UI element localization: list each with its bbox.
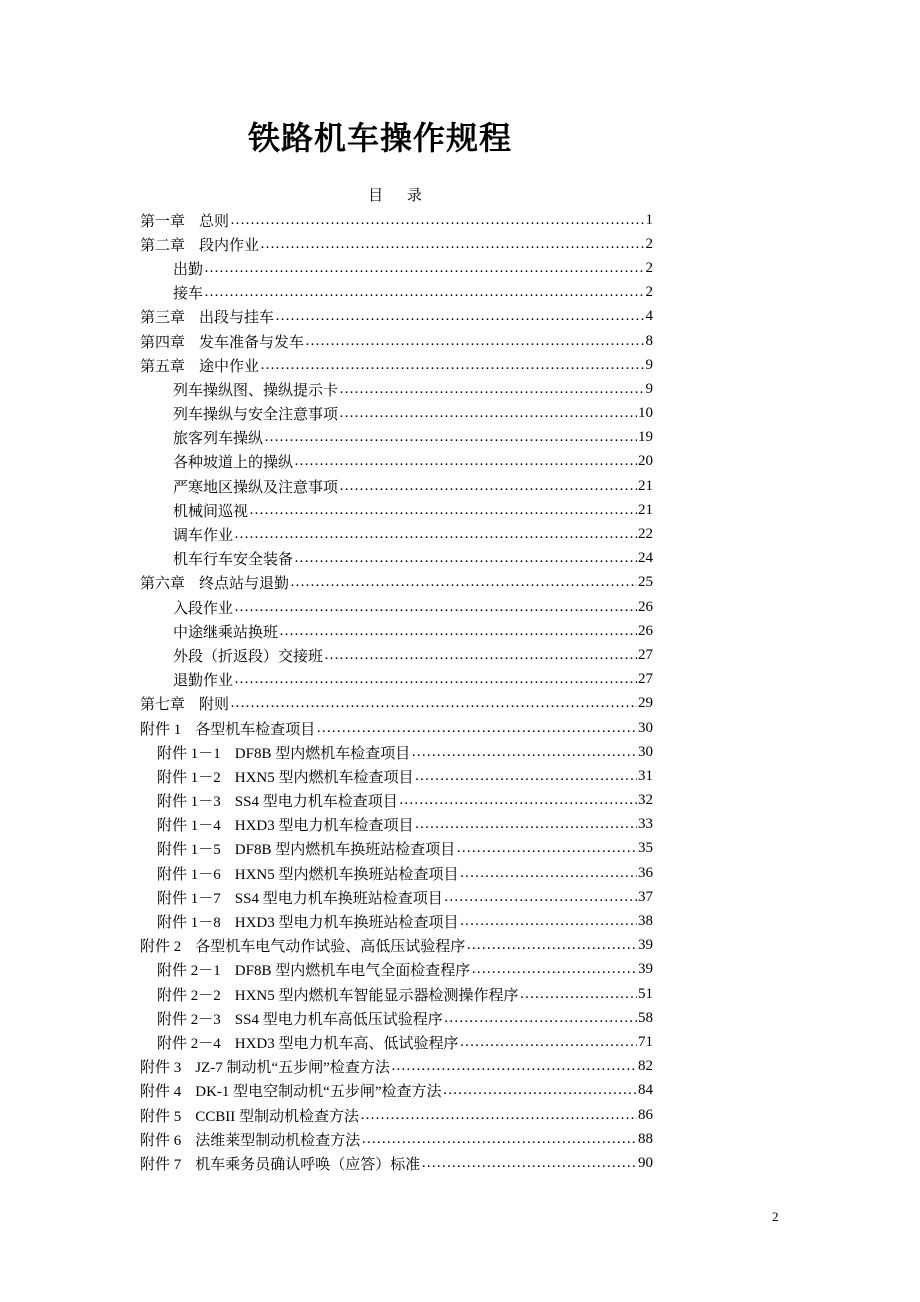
toc-entry-label [157,887,443,908]
toc-entry-page: 19 [638,429,653,446]
toc-entry-title: 总则 [199,213,230,230]
toc-entry-title: HXN5 型内燃机车换班站检查项目 [234,866,459,883]
toc-entry-number: 附件 2 [140,939,182,956]
toc-entry-label [140,306,274,327]
toc-entry-number: 附件 1 [140,721,182,738]
toc-entry-label [157,863,459,884]
toc-entry-title: 出段与挂车 [199,310,275,327]
toc-entry [140,232,653,256]
toc-entry-title: JZ-7 制动机“五步闸”检查方法 [195,1060,390,1077]
toc-entry-page: 31 [638,767,653,784]
toc-entry [140,1006,653,1030]
toc-entry-title: 各种坡道上的操纵 [173,455,294,472]
toc-entry-title: 接车 [173,286,204,303]
toc-entry-label [140,331,304,352]
toc-entry-page: 33 [638,816,653,833]
toc-entry-number: 附件 2－1 [157,963,221,980]
toc-dot-leader [339,478,637,495]
toc-entry-number: 第六章 [140,576,186,593]
toc-entry-number: 附件 1－6 [157,866,221,883]
toc-entry-page: 26 [638,622,653,639]
toc-entry-page: 32 [638,792,653,809]
toc-dot-leader [460,865,637,882]
toc-entry [140,1127,653,1151]
toc-entry-page: 27 [638,671,653,688]
toc-entry [140,426,653,450]
toc-dot-leader [249,502,637,519]
toc-dot-leader [360,1107,637,1124]
toc-entry-label [173,476,338,497]
toc-entry-number: 附件 1－5 [157,842,221,859]
toc-entry-label [157,742,410,763]
toc-entry-label [173,597,233,618]
toc-dot-leader [466,937,637,954]
toc-entry-title: 列车操纵与安全注意事项 [173,407,339,424]
toc-entry-number: 附件 1－3 [157,794,221,811]
toc-entry-title: 途中作业 [199,358,260,375]
toc-entry-page: 8 [645,332,653,349]
toc-entry-title: 中途继乘站换班 [173,624,279,641]
toc-entry-page: 4 [645,308,653,325]
toc-entry-label [140,693,229,714]
toc-entry [140,1103,653,1127]
toc-dot-leader [444,1010,637,1027]
toc-entry-label [157,766,414,787]
toc-entry-label [157,790,398,811]
toc-entry [140,595,653,619]
toc-entry-label [157,1008,443,1029]
toc-dot-leader [444,889,637,906]
toc-entry [140,740,653,764]
toc-entry-title: 出勤 [173,261,204,278]
toc-entry-page: 39 [638,961,653,978]
toc-entry-page: 35 [638,840,653,857]
toc-entry-page: 2 [645,235,653,252]
toc-dot-leader [204,260,644,277]
toc-entry-label [140,718,315,739]
document-title: 铁路机车操作规程 [247,119,512,157]
toc-entry [140,909,653,933]
toc-entry-page: 86 [638,1106,653,1123]
toc-dot-leader [324,647,637,664]
toc-entry-label [140,1105,359,1126]
toc-entry-title: 退勤作业 [173,673,234,690]
toc-entry-title: 外段（折返段）交接班 [173,648,324,665]
toc-entry-page: 84 [638,1082,653,1099]
toc-dot-leader [443,1082,638,1099]
toc-entry-page: 36 [638,864,653,881]
toc-entry-page: 58 [638,1009,653,1026]
toc-entry-title: 机车乘务员确认呼唤（应答）标准 [195,1156,421,1173]
toc-entry-page: 82 [638,1058,653,1075]
toc-entry-page: 30 [638,743,653,760]
toc-entry-title: HXN5 型内燃机车检查项目 [234,769,414,786]
toc-entry-title: 各型机车电气动作试验、高低压试验程序 [195,939,466,956]
table-of-contents [140,208,653,1176]
toc-entry-label [173,258,203,279]
toc-entry-label [157,911,459,932]
toc-entry-number: 附件 3 [140,1060,182,1077]
toc-entry [140,619,653,643]
toc-entry-label [157,814,414,835]
toc-entry-title: 附则 [199,697,230,714]
toc-entry [140,353,653,377]
toc-entry-page: 71 [638,1033,653,1050]
toc-entry-title: SS4 型电力机车换班站检查项目 [234,890,443,907]
toc-dot-leader [460,1034,637,1051]
toc-dot-leader [361,1131,637,1148]
toc-entry-number: 附件 6 [140,1132,182,1149]
toc-entry [140,958,653,982]
toc-entry-number: 第四章 [140,334,186,351]
toc-entry [140,837,653,861]
toc-entry [140,934,653,958]
toc-dot-leader [399,792,637,809]
toc-entry-page: 27 [638,646,653,663]
toc-entry [140,571,653,595]
toc-entry-page: 37 [638,888,653,905]
toc-entry-number: 第五章 [140,358,186,375]
toc-entry-page: 51 [638,985,653,1002]
toc-entry-label [173,500,248,521]
toc-entry-title: 调车作业 [173,528,234,545]
toc-entry-title: HXN5 型内燃机车智能显示器检测操作程序 [234,987,519,1004]
toc-entry-label [140,210,229,231]
toc-entry-page: 25 [638,574,653,591]
toc-dot-leader [316,720,637,737]
toc-entry-label [173,403,338,424]
toc-dot-leader [260,357,644,374]
toc-dot-leader [391,1058,637,1075]
toc-entry-number: 附件 1－7 [157,890,221,907]
toc-entry [140,668,653,692]
toc-entry [140,643,653,667]
toc-entry-page: 21 [638,501,653,518]
toc-entry-title: 机械间巡视 [173,503,249,520]
toc-entry-page: 90 [638,1154,653,1171]
toc-entry [140,281,653,305]
toc-entry [140,885,653,909]
toc-entry-label [173,524,233,545]
toc-entry-page: 2 [645,284,653,301]
toc-entry-label [140,1129,360,1150]
toc-entry-number: 第三章 [140,310,186,327]
toc-entry [140,522,653,546]
toc-dot-leader [290,574,637,591]
toc-entry-number: 附件 2－2 [157,987,221,1004]
page-number: 2 [772,1209,779,1224]
toc-entry [140,764,653,788]
toc-entry-title: HXD3 型电力机车高、低试验程序 [234,1035,459,1052]
toc-entry-number: 第二章 [140,237,186,254]
toc-entry-number: 附件 2－4 [157,1035,221,1052]
toc-entry-page: 26 [638,598,653,615]
toc-dot-leader [520,986,637,1003]
toc-entry-title: 严寒地区操纵及注意事项 [173,479,339,496]
toc-entry [140,547,653,571]
toc-entry-title: 列车操纵图、操纵提示卡 [173,382,339,399]
toc-dot-leader [339,381,644,398]
toc-entry [140,1079,653,1103]
toc-entry-label [140,1080,442,1101]
toc-dot-leader [234,671,637,688]
toc-entry-title: CCBII 型制动机检查方法 [195,1108,360,1125]
toc-entry [140,861,653,885]
toc-entry-number: 附件 1－4 [157,818,221,835]
toc-entry-title: DF8B 型内燃机车电气全面检查程序 [234,963,471,980]
toc-dot-leader [456,840,637,857]
toc-dot-leader [294,550,637,567]
toc-entry-label [140,1153,420,1174]
toc-entry-number: 第七章 [140,697,186,714]
toc-entry [140,329,653,353]
toc-entry-title: 机车行车安全装备 [173,552,294,569]
toc-entry-page: 1 [645,211,653,228]
toc-entry-number: 附件 4 [140,1084,182,1101]
toc-entry [140,474,653,498]
toc-entry-label [157,959,470,980]
toc-entry-title: 入段作业 [173,600,234,617]
toc-entry-label [173,621,278,642]
toc-entry-title: HXD3 型电力机车换班站检查项目 [234,915,459,932]
toc-dot-leader [264,429,637,446]
toc-entry-page: 2 [645,259,653,276]
toc-entry-label [157,984,519,1005]
toc-entry [140,1055,653,1079]
toc-entry-number: 附件 1－8 [157,915,221,932]
toc-dot-leader [230,695,637,712]
toc-entry-title: 终点站与退勤 [199,576,290,593]
toc-entry-number: 附件 7 [140,1156,182,1173]
toc-heading: 目 录 [368,188,432,204]
toc-entry-title: 各型机车检查项目 [195,721,316,738]
toc-entry-title: DK-1 型电空制动机“五步闸”检查方法 [195,1084,442,1101]
toc-entry [140,256,653,280]
toc-entry-number: 附件 1－2 [157,769,221,786]
toc-entry-page: 30 [638,719,653,736]
toc-entry [140,692,653,716]
toc-entry-title: SS4 型电力机车检查项目 [234,794,398,811]
toc-entry-label [173,282,203,303]
toc-entry-page: 39 [638,937,653,954]
toc-entry-page: 9 [645,356,653,373]
toc-entry-number: 附件 2－3 [157,1011,221,1028]
toc-entry-title: DF8B 型内燃机车检查项目 [234,745,411,762]
toc-entry-page: 21 [638,477,653,494]
toc-entry [140,1151,653,1175]
toc-dot-leader [421,1155,637,1172]
toc-entry [140,450,653,474]
toc-entry-page: 10 [638,405,653,422]
toc-entry [140,1030,653,1054]
toc-entry-label [140,234,259,255]
toc-dot-leader [275,308,644,325]
toc-entry-label [173,669,233,690]
toc-entry-page: 9 [645,380,653,397]
toc-dot-leader [279,623,637,640]
toc-entry [140,813,653,837]
toc-dot-leader [411,744,637,761]
toc-entry-label [173,645,323,666]
toc-entry-label [140,1056,390,1077]
toc-dot-leader [471,961,637,978]
toc-entry [140,982,653,1006]
toc-entry-page: 29 [638,695,653,712]
toc-entry-title: SS4 型电力机车高低压试验程序 [234,1011,443,1028]
toc-entry-page: 22 [638,526,653,543]
toc-entry [140,305,653,329]
toc-entry-title: DF8B 型内燃机车换班站检查项目 [234,842,456,859]
toc-entry [140,789,653,813]
toc-dot-leader [260,236,644,253]
toc-entry-page: 24 [638,550,653,567]
toc-entry-number: 附件 1－1 [157,745,221,762]
toc-entry-title: HXD3 型电力机车检查项目 [234,818,414,835]
toc-entry-label [140,935,465,956]
toc-entry-number: 附件 5 [140,1108,182,1125]
toc-entry-label [173,427,263,448]
toc-entry-label [173,379,338,400]
toc-entry-label [157,838,455,859]
toc-entry [140,402,653,426]
toc-entry-title: 法维莱型制动机检查方法 [195,1132,361,1149]
toc-dot-leader [294,453,637,470]
toc-entry-title: 发车准备与发车 [199,334,305,351]
toc-dot-leader [415,768,637,785]
toc-entry [140,498,653,522]
toc-dot-leader [234,599,637,616]
toc-entry-page: 38 [638,913,653,930]
toc-dot-leader [305,333,644,350]
toc-entry-label [140,355,259,376]
toc-entry-title: 段内作业 [199,237,260,254]
toc-entry-number: 第一章 [140,213,186,230]
toc-entry-page: 20 [638,453,653,470]
toc-entry-title: 旅客列车操纵 [173,431,264,448]
toc-entry-label [173,451,293,472]
toc-dot-leader [230,212,644,229]
toc-entry-label [173,548,293,569]
toc-dot-leader [234,526,637,543]
toc-entry [140,377,653,401]
toc-entry [140,208,653,232]
toc-entry-label [140,572,289,593]
toc-dot-leader [339,405,637,422]
toc-dot-leader [460,913,637,930]
toc-entry [140,716,653,740]
toc-entry-page: 88 [638,1130,653,1147]
toc-entry-label [157,1032,459,1053]
toc-dot-leader [415,816,637,833]
toc-dot-leader [204,284,644,301]
